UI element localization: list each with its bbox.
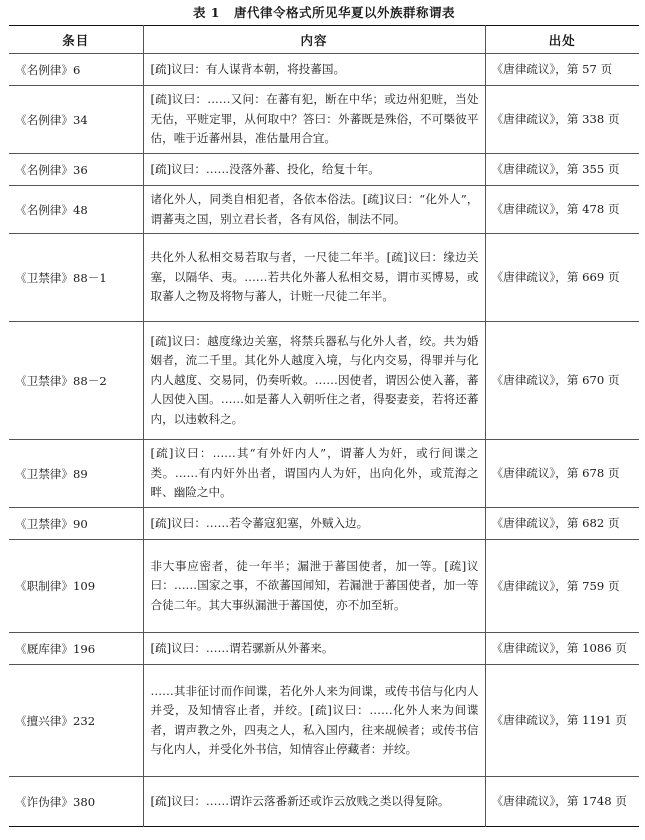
source-cell: 《唐律疏议》，第 682 页 [485,508,639,540]
header-source: 出处 [485,26,639,54]
article-cell: 《名例律》48 [9,186,143,234]
content-cell: [疏]议曰：……其“有外奸内人”，谓蕃人为奸，或行间谍之类。……有内奸外出者，谓国内人为奸，出向化外，或荒海之畔、幽险之中。 [143,440,485,508]
source-cell: 《唐律疏议》，第 759 页 [485,540,639,633]
table-caption [9,4,639,25]
source-cell: 《唐律疏议》，第 1191 页 [485,665,639,777]
article-cell: 《名例律》6 [9,54,143,86]
article-cell: 《名例律》36 [9,154,143,186]
table-title: 唐代律令格式所见华夏以外族群称谓表 [234,5,456,20]
content-cell: [疏]议曰：……谓诈云落番新还或诈云放贱之类以得复除。 [143,777,485,827]
content-cell: [疏]议曰：越度缘边关塞，将禁兵器私与化外人者，绞。共为婚姻者，流二千里。其化外人越度入境，与化内交易，得罪并与化内人越度、交易同，仍奏听敕。……因使者，谓因公使入蕃，蕃人因使入国。……如是蕃人入朝听住之者，得娶妻妾，若将还蕃内，以违敕科之。 [143,322,485,440]
content-cell: 共化外人私相交易若取与者，一尺徒二年半。[疏]议曰：缘边关塞，以隔华、夷。……若共化外蕃人私相交易，谓市买博易，或取蕃人之物及将物与蕃人，计赃一尺徒二年半。 [143,234,485,322]
source-cell: 《唐律疏议》，第 338 页 [485,86,639,154]
table-number: 表 1 [192,5,221,20]
source-cell: 《唐律疏议》，第 670 页 [485,322,639,440]
header-article: 条目 [9,26,143,54]
table-row [9,234,639,322]
table-row [9,665,639,777]
article-cell: 《卫禁律》88－2 [9,322,143,440]
table-row [9,186,639,234]
article-cell: 《诈伪律》380 [9,777,143,827]
source-cell: 《唐律疏议》，第 355 页 [485,154,639,186]
table-row [9,540,639,633]
ethnonym-table [9,25,639,827]
article-cell: 《厩库律》196 [9,633,143,665]
article-cell: 《名例律》34 [9,86,143,154]
table-row [9,154,639,186]
table-row [9,322,639,440]
source-cell: 《唐律疏议》，第 478 页 [485,186,639,234]
article-cell: 《卫禁律》89 [9,440,143,508]
table-row [9,54,639,86]
table-row [9,508,639,540]
content-cell: [疏]议曰：……若令蕃寇犯塞，外贼入边。 [143,508,485,540]
source-cell: 《唐律疏议》，第 678 页 [485,440,639,508]
content-cell: [疏]议曰：……谓若骡新从外蕃来。 [143,633,485,665]
source-cell: 《唐律疏议》，第 669 页 [485,234,639,322]
content-cell: 非大事应密者，徒一年半；漏泄于蕃国使者，加一等。[疏]议曰：……国家之事，不欲蕃国闻知，若漏泄于蕃国使者，加一等合徒二年。其大事纵漏泄于蕃国使，亦不加至斩。 [143,540,485,633]
article-cell: 《擅兴律》232 [9,665,143,777]
article-cell: 《职制律》109 [9,540,143,633]
source-cell: 《唐律疏议》，第 57 页 [485,54,639,86]
article-cell: 《卫禁律》90 [9,508,143,540]
content-cell: 诸化外人，同类自相犯者，各依本俗法。[疏]议曰：“化外人”，谓蕃夷之国，别立君长者，各有风俗，制法不同。 [143,186,485,234]
table-row [9,633,639,665]
document-page [9,4,639,827]
content-cell: [疏]议曰：……又问：在蕃有犯，断在中华；或边州犯赃，当处无估，平赃定罪，从何取中？答曰：外蕃既是殊俗，不可槩彼平估，唯于近蕃州县，准估量用合宜。 [143,86,485,154]
header-content: 内容 [143,26,485,54]
content-cell: [疏]议曰：有人谋背本朝，将投蕃国。 [143,54,485,86]
header-row [9,26,639,54]
source-cell: 《唐律疏议》，第 1086 页 [485,633,639,665]
content-cell: [疏]议曰：……没落外蕃、投化，给复十年。 [143,154,485,186]
table-row [9,86,639,154]
table-row [9,440,639,508]
content-cell: ……其非征讨而作间谍，若化外人来为间谍，或传书信与化内人并受，及知情容止者，并绞。[疏]议曰：……化外人来为间谍者，谓声教之外，四夷之人，私入国内，往来觇候者；或传书信与化内人，并受化外书信，知情容止停藏者：并绞。 [143,665,485,777]
article-cell: 《卫禁律》88－1 [9,234,143,322]
table-row [9,777,639,827]
source-cell: 《唐律疏议》，第 1748 页 [485,777,639,827]
